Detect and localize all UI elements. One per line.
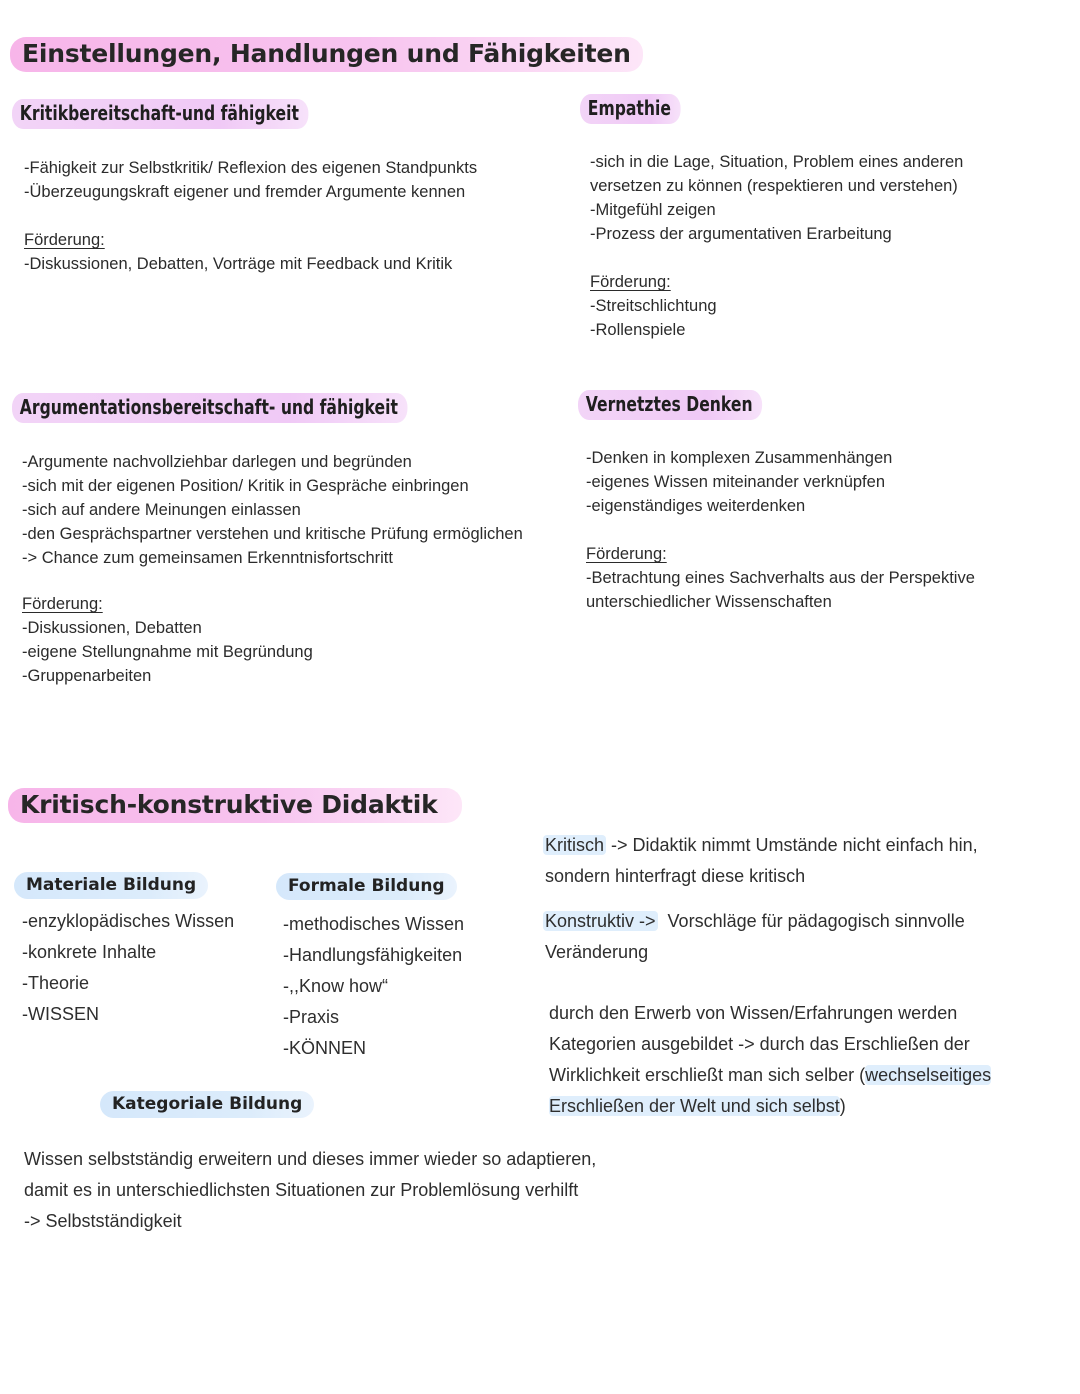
heading-empathie: Empathie [580, 94, 680, 124]
erwerb-line [549, 1060, 991, 1091]
empathie-foerderung [590, 270, 717, 342]
erwerb-line [549, 1091, 991, 1122]
heading-materiale-bildung: Materiale Bildung [14, 872, 208, 899]
foerderung-line: -Diskussionen, Debatten [22, 619, 202, 637]
kritik-text [24, 156, 477, 204]
erwerb-line-3-text: Wirklichkeit erschließt man sich selber ( [549, 1065, 866, 1085]
list-item: -methodisches Wissen [283, 914, 465, 934]
argumentation-text [22, 450, 523, 570]
argumentation-line: -den Gesprächspartner verstehen und kritische Prüfung ermöglichen [22, 525, 523, 543]
heading-formale-bildung: Formale Bildung [276, 873, 457, 900]
list-item: -Praxis [283, 1007, 340, 1027]
erwerb-text [549, 998, 991, 1122]
kritik-line: -Überzeugungskraft eigener und fremder Argumente kennen [24, 183, 466, 201]
foerderung-label: Förderung: [22, 595, 103, 613]
foerderung-line: -eigene Stellungnahme mit Begründung [22, 643, 313, 661]
argumentation-line: -> Chance zum gemeinsamen Erkenntnisfortschritt [22, 549, 393, 567]
materiale-list [22, 906, 234, 1030]
formale-list [283, 909, 464, 1064]
list-item: -Theorie [22, 973, 90, 993]
foerderung-line: -Betrachtung eines Sachverhalts aus der Perspektive [586, 569, 975, 587]
erwerb-highlight: wechselseitiges [865, 1065, 992, 1085]
empathie-text [590, 150, 963, 246]
heading-argumentation: Argumentationsbereitschaft- und fähigkeit [12, 393, 407, 423]
kritisch-text: -> Didaktik nimmt Umstände nicht einfach hin, [606, 835, 978, 855]
vernetzt-line: -eigenständiges weiterdenken [586, 497, 806, 515]
kategoriale-line: damit es in unterschiedlichsten Situationen zur Problemlösung verhilft [24, 1180, 579, 1200]
argumentation-line: -sich auf andere Meinungen einlassen [22, 501, 301, 519]
vernetzt-line: -eigenes Wissen miteinander verknüpfen [586, 473, 885, 491]
argumentation-line: -sich mit der eigenen Position/ Kritik in Gespräche einbringen [22, 477, 469, 495]
empathie-line: -Mitgefühl zeigen [590, 201, 716, 219]
section-title-didaktik: Kritisch-konstruktive Didaktik [8, 788, 462, 823]
foerderung-line: -Gruppenarbeiten [22, 667, 152, 685]
foerderung-line: -Diskussionen, Debatten, Vorträge mit Feedback und Kritik [24, 255, 453, 273]
konstruktiv-line-2: Veränderung [545, 942, 649, 962]
erwerb-line: durch den Erwerb von Wissen/Erfahrungen werden [549, 1003, 958, 1023]
kategoriale-line: Wissen selbstständig erweitern und dieses immer wieder so adaptieren, [24, 1149, 597, 1169]
erwerb-line-4-tail: ) [839, 1096, 846, 1116]
foerderung-label: Förderung: [24, 231, 105, 249]
list-item: -KÖNNEN [283, 1038, 367, 1058]
empathie-line: versetzen zu können (respektieren und verstehen) [590, 177, 958, 195]
page-title: Einstellungen, Handlungen und Fähigkeiten [10, 37, 643, 72]
list-item: -konkrete Inhalte [22, 942, 157, 962]
foerderung-line: unterschiedlicher Wissenschaften [586, 593, 832, 611]
foerderung-label: Förderung: [590, 273, 671, 291]
vernetzt-text [586, 446, 892, 518]
kritisch-definition [543, 830, 978, 892]
konstruktiv-text: Vorschläge für pädagogisch sinnvolle [657, 911, 965, 931]
erwerb-highlight: Erschließen der Welt und sich selbst [549, 1096, 840, 1116]
term-konstruktiv: Konstruktiv -> [545, 911, 656, 931]
kategoriale-text [24, 1144, 596, 1237]
kritik-line: -Fähigkeit zur Selbstkritik/ Reflexion des eigenen Standpunkts [24, 159, 478, 177]
heading-kritikbereitschaft: Kritikbereitschaft-und fähigkeit [12, 99, 308, 129]
kritik-foerderung [24, 228, 452, 276]
empathie-line: -Prozess der argumentativen Erarbeitung [590, 225, 892, 243]
kategoriale-line: -> Selbstständigkeit [24, 1211, 182, 1231]
kritisch-line-1 [543, 830, 978, 861]
list-item: -WISSEN [22, 1004, 100, 1024]
list-item: -enzyklopädisches Wissen [22, 911, 235, 931]
vernetzt-foerderung [586, 542, 975, 614]
konstruktiv-line-1 [543, 906, 965, 937]
konstruktiv-definition [543, 906, 965, 968]
erwerb-line: Kategorien ausgebildet -> durch das Erschließen der [549, 1034, 970, 1054]
list-item: -,,Know how“ [283, 976, 389, 996]
heading-kategoriale-bildung: Kategoriale Bildung [100, 1091, 314, 1118]
kritisch-line-2: sondern hinterfragt diese kritisch [545, 866, 806, 886]
foerderung-line: -Rollenspiele [590, 321, 686, 339]
foerderung-label: Förderung: [586, 545, 667, 563]
vernetzt-line: -Denken in komplexen Zusammenhängen [586, 449, 893, 467]
list-item: -Handlungsfähigkeiten [283, 945, 463, 965]
foerderung-line: -Streitschlichtung [590, 297, 717, 315]
heading-vernetztes-denken: Vernetztes Denken [578, 390, 762, 420]
empathie-line: -sich in die Lage, Situation, Problem eines anderen [590, 153, 964, 171]
argumentation-foerderung [22, 592, 313, 688]
argumentation-line: -Argumente nachvollziehbar darlegen und begründen [22, 453, 412, 471]
term-kritisch: Kritisch [545, 835, 605, 855]
